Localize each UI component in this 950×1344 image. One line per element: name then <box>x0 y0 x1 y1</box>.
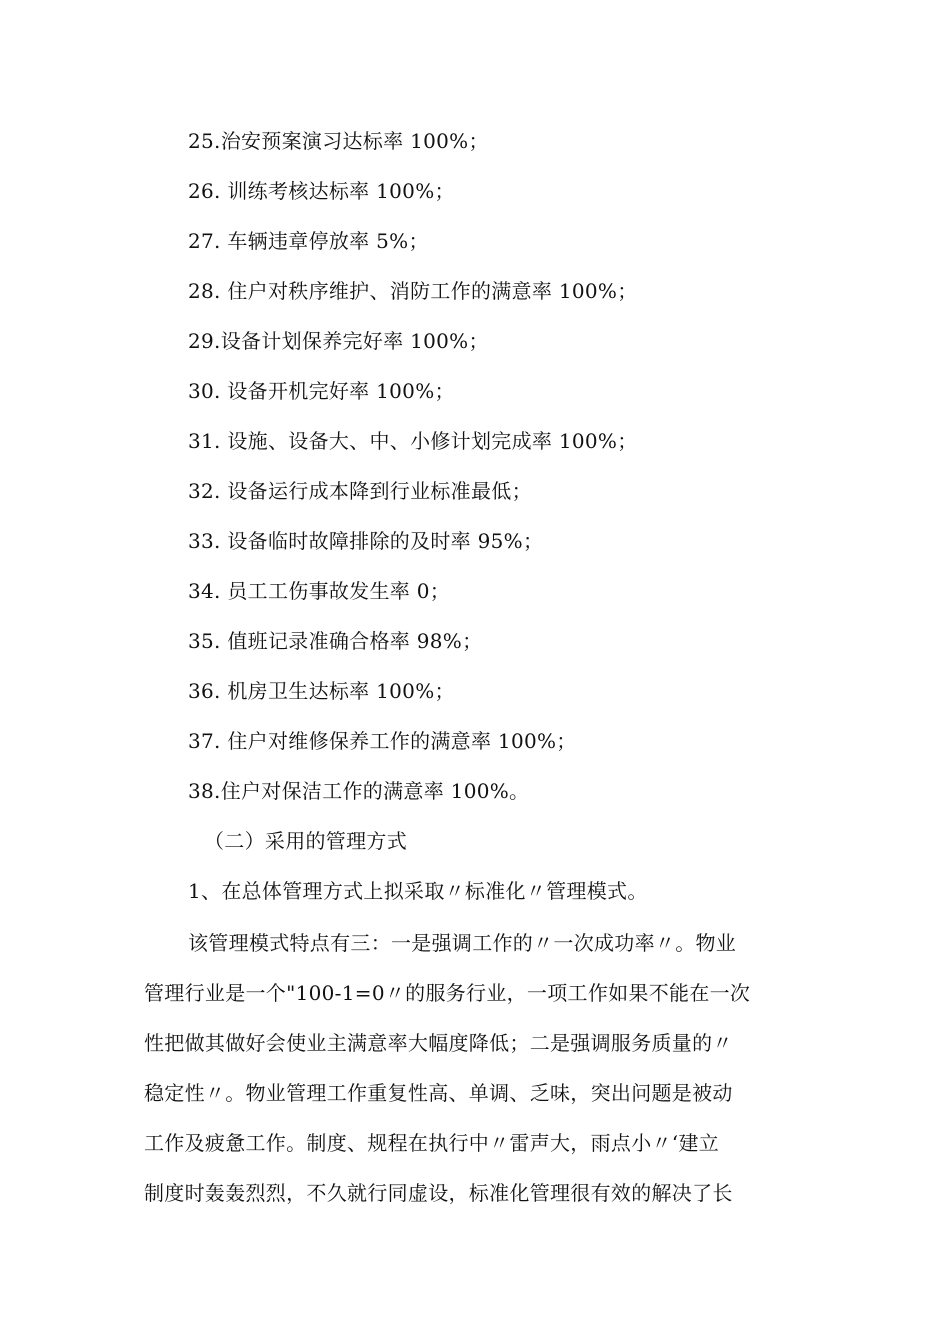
paragraph-line: 该管理模式特点有三：一是强调工作的〃一次成功率〃。物业 <box>188 931 737 955</box>
list-item: 28. 住户对秩序维护、消防工作的满意率 100%； <box>188 279 638 303</box>
paragraph-line: 工作及疲惫工作。制度、规程在执行中〃雷声大，雨点小〃‘建立 <box>144 1131 720 1155</box>
list-item: 31. 设施、设备大、中、小修计划完成率 100%； <box>188 429 638 453</box>
list-item: 37. 住户对维修保养工作的满意率 100%； <box>188 729 577 753</box>
list-item: 25.治安预案演习达标率 100%； <box>188 129 489 153</box>
list-item: 30. 设备开机完好率 100%； <box>188 379 455 403</box>
list-item: 32. 设备运行成本降到行业标准最低； <box>188 479 532 503</box>
list-item: 38.住户对保洁工作的满意率 100%。 <box>188 779 530 803</box>
paragraph-line: 稳定性〃。物业管理工作重复性高、单调、乏味，突出问题是被动 <box>144 1081 733 1105</box>
list-item: 36. 机房卫生达标率 100%； <box>188 679 455 703</box>
list-item: 29.设备计划保养完好率 100%； <box>188 329 489 353</box>
list-item: 35. 值班记录准确合格率 98%； <box>188 629 483 653</box>
section-heading: （二）采用的管理方式 <box>204 829 407 853</box>
list-item: 34. 员工工伤事故发生率 0； <box>188 579 451 603</box>
paragraph-line: 性把做其做好会使业主满意率大幅度降低；二是强调服务质量的〃 <box>144 1031 733 1055</box>
list-item: 27. 车辆违章停放率 5%； <box>188 229 429 253</box>
subheading: 1、在总体管理方式上拟采取〃标准化〃管理模式。 <box>188 879 648 903</box>
list-item: 33. 设备临时故障排除的及时率 95%； <box>188 529 544 553</box>
paragraph-line: 制度时轰轰烈烈，不久就行同虚设，标准化管理很有效的解决了长 <box>144 1181 733 1205</box>
list-item: 26. 训练考核达标率 100%； <box>188 179 455 203</box>
paragraph-line: 管理行业是一个"100-1=0〃的服务行业，一项工作如果不能在一次 <box>144 981 751 1005</box>
